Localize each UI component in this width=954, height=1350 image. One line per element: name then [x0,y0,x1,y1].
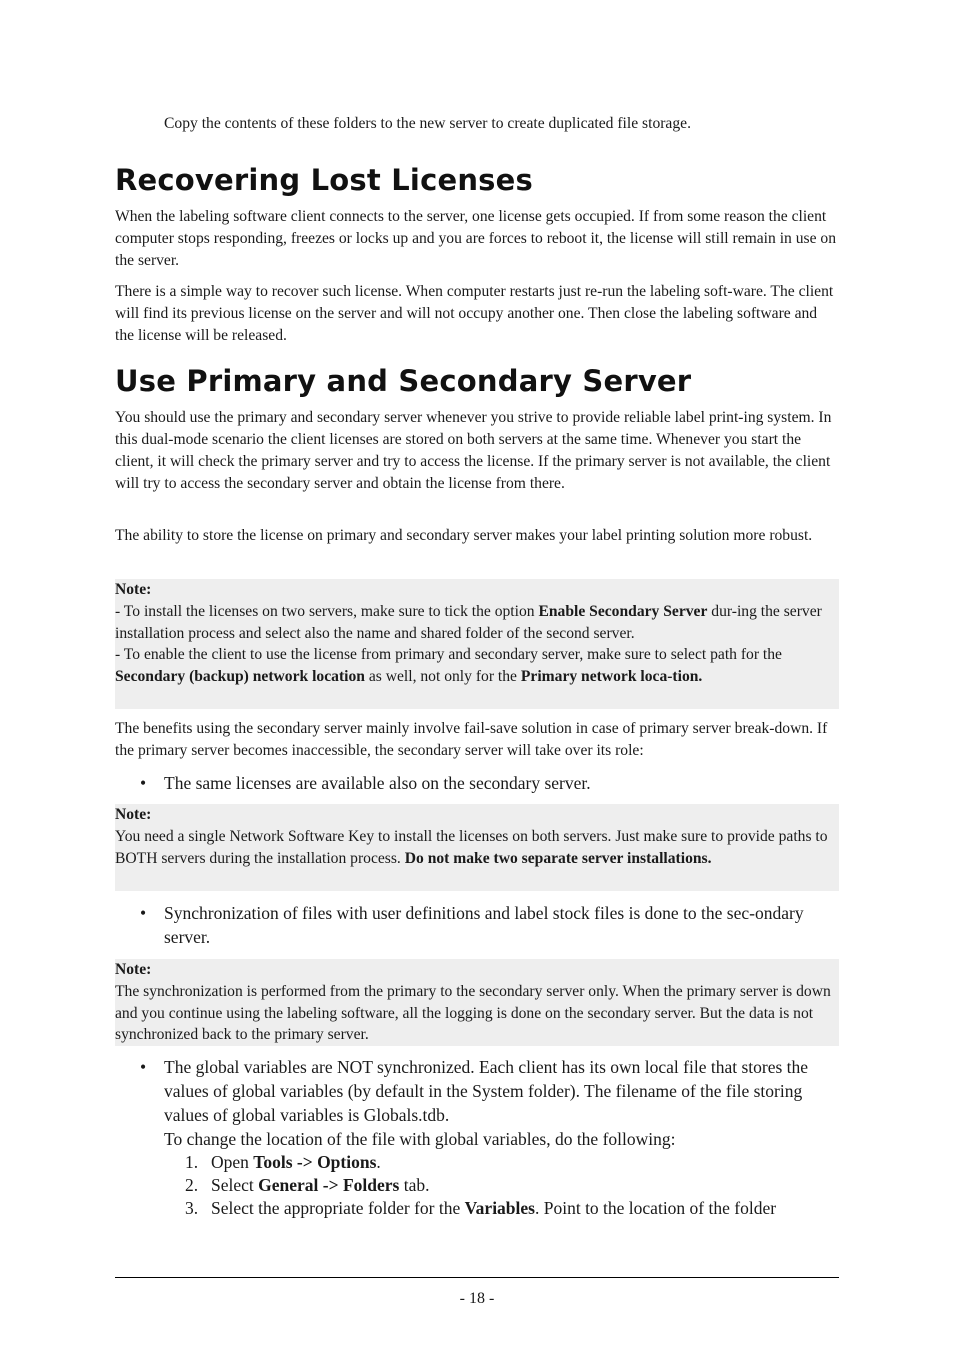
paragraph: When the labeling software client connects to the server, one license gets occupied. If from some reason the client computer stops responding, freezes or locks up and you are forces to reboot it, the license will still remain in use on the server. [115,208,837,269]
numbered-step: 1. Open Tools -> Options. [185,1152,381,1172]
paragraph: You should use the primary and secondary server whenever you strive to provide reliable label print-ing system. In this dual-mode scenario the client licenses are stored on both servers at the same time. Whenever you start the client, it will check the primary server and try to access the license. If the primary server is not available, the client will try to access the secondary server and obtain the license from there. [115,409,832,492]
note-title: Note: [115,806,152,823]
list-item: • The global variables are NOT synchronized. Each client has its own local file that stores the values of global variables (by default in the System folder). The filename of the file storing values of global variables is Globals.tdb. [140,1057,809,1125]
note-text: - To enable the client to use the license from primary and secondary server, make sure to select path for the Secondary (backup) network location as well, not only for the Primary network loca-tion. [115,646,782,686]
bullet-icon: • [140,773,147,793]
paragraph: The benefits using the secondary server mainly involve fail-save solution in case of primary server break-down. If the primary server becomes inaccessible, the secondary server will take over its role: [115,720,828,759]
heading-recovering-lost-licenses: Recovering Lost Licenses [115,163,533,197]
paragraph: There is a simple way to recover such license. When computer restarts just re-run the labeling soft-ware. The client will find its previous license on the server and will not occupy another one. Then close the labeling software and the license will be released. [115,283,834,344]
note-box [115,804,839,891]
bullet-icon: • [140,1057,147,1077]
note-box [115,579,839,709]
list-item-subtext: To change the location of the file with global variables, do the following: [164,1129,676,1149]
page-number: - 18 - [459,1290,495,1307]
heading-primary-secondary-server: Use Primary and Secondary Server [115,364,692,398]
note-text: The synchronization is performed from the primary to the secondary server only. When the primary server is down and you continue using the labeling software, all the logging is done on the secondary server. But the data is not synchronized back to the primary server. [115,982,831,1044]
list-item: • Synchronization of files with user definitions and label stock files is done to the sec-ondary server. [140,903,804,947]
numbered-step: 2. Select General -> Folders tab. [185,1175,430,1195]
note-title: Note: [115,961,152,978]
note-text: You need a single Network Software Key to install the licenses on both servers. Just make sure to provide paths to BOTH servers during the installation process. Do not make two separate server installations. [115,827,828,867]
numbered-step: 3. Select the appropriate folder for the Variables. Point to the location of the folder [185,1198,777,1218]
footer-divider [115,1277,839,1278]
list-item: • The same licenses are available also on the secondary server. [140,773,591,793]
note-title: Note: [115,581,152,598]
note-box [115,959,839,1046]
bullet-icon: • [140,903,147,923]
note-text: - To install the licenses on two servers, make sure to tick the option Enable Secondary Server dur-ing the server installation process and select also the name and shared folder of the second server. [115,602,822,642]
intro-paragraph: Copy the contents of these folders to the new server to create duplicated file storage. [164,115,691,132]
paragraph: The ability to store the license on primary and secondary server makes your label printing solution more robust. [115,527,813,544]
